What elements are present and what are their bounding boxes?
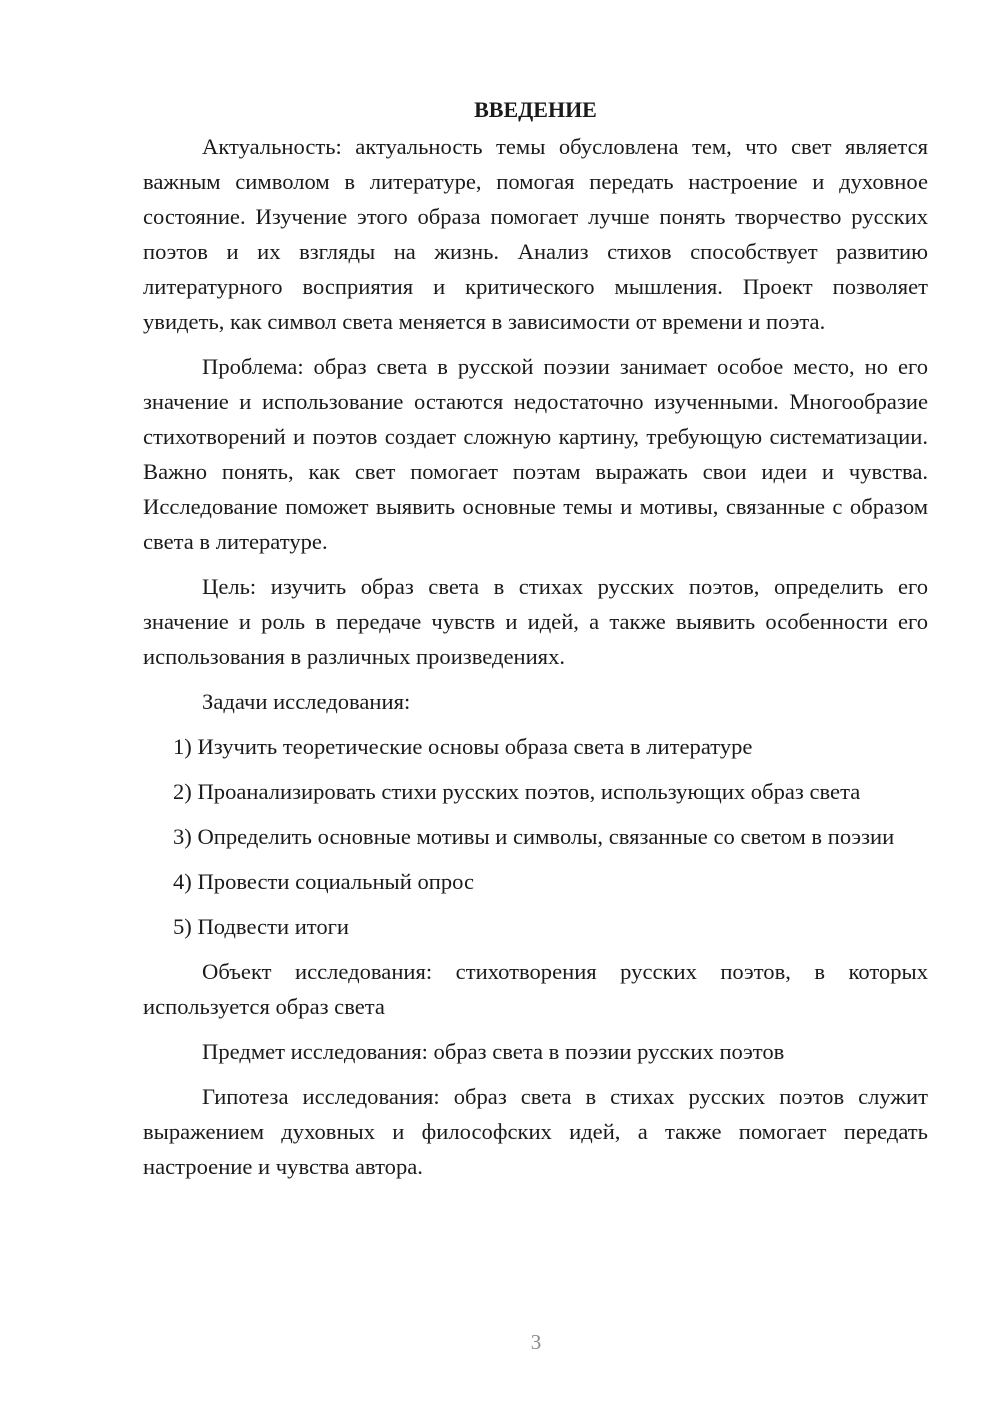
problem-paragraph: Проблема: образ света в русской поэзии занимает особое место, но его значение и использование остаются недостаточно изученными. Многообразие стихотворений и поэтов создает сложную картину, требующую систематизации. Важно понять, как свет помогает поэтам выражать свои идеи и чувства. Исследование поможет выявить основные темы и мотивы, связанные с образом света в литературе. [143, 354, 928, 554]
document-page [143, 92, 928, 1194]
goal-paragraph: Цель: изучить образ света в стихах русских поэтов, определить его значение и роль в передаче чувств и идей, а также выявить особенности его использования в различных произведениях. [143, 574, 928, 669]
relevance-paragraph: Актуальность: актуальность темы обусловлена тем, что свет является важным символом в литературе, помогая передать настроение и духовное состояние. Изучение этого образа помогает лучше понять творчество русских поэтов и их взгляды на жизнь. Анализ стихов способствует развитию литературного восприятия и критического мышления. Проект позволяет увидеть, как символ света меняется в зависимости от времени и поэта. [143, 134, 928, 334]
task-item: 4) Провести социальный опрос [173, 869, 475, 894]
task-item: 3) Определить основные мотивы и символы, связанные со светом в поэзии [173, 824, 895, 849]
task-item: 1) Изучить теоретические основы образа света в литературе [173, 734, 753, 759]
section-heading: ВВЕДЕНИЕ [474, 97, 597, 122]
object-paragraph: Объект исследования: стихотворения русских поэтов, в которых используется образ света [143, 959, 928, 1019]
task-item: 2) Проанализировать стихи русских поэтов, использующих образ света [173, 779, 861, 804]
tasks-heading: Задачи исследования: [202, 689, 411, 714]
subject-paragraph: Предмет исследования: образ света в поэзии русских поэтов [202, 1039, 785, 1064]
hypothesis-paragraph: Гипотеза исследования: образ света в стихах русских поэтов служит выражением духовных и философских идей, а также помогает передать настроение и чувства автора. [143, 1084, 928, 1179]
page-number: 3 [530, 1330, 542, 1354]
task-item: 5) Подвести итоги [173, 914, 350, 939]
